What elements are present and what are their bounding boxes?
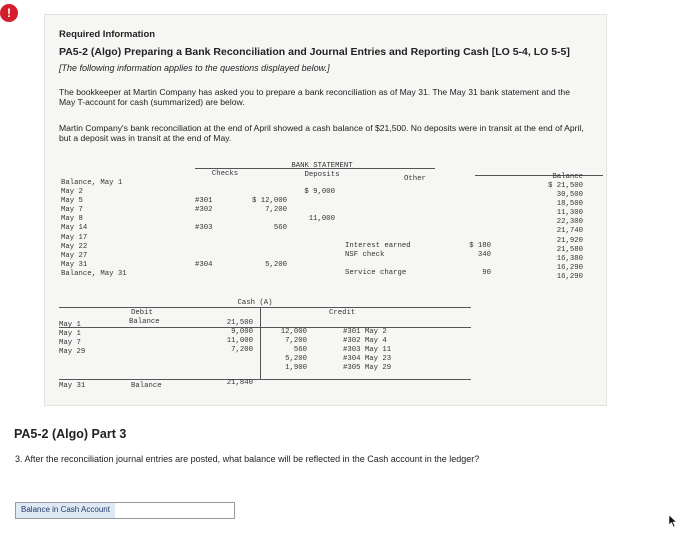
intro-paragraph: The bookkeeper at Martin Company has asked you to prepare a bank reconciliation as of May 31. The May 31 bank statement and the May T-account for cash (summarized) are below. xyxy=(59,87,570,107)
answer-row xyxy=(15,502,235,519)
problem-title: PA5-2 (Algo) Preparing a Bank Reconciliation and Journal Entries and Reporting Cash [LO 5-4, LO 5-5] xyxy=(59,46,570,58)
answer-label: Balance in Cash Account xyxy=(16,503,115,518)
other-descriptions: Interest earned NSF check Service charge xyxy=(345,242,411,278)
debit-header: Debit xyxy=(131,309,153,317)
question-text: 3. After the reconciliation journal entries are posted, what balance will be reflected in the Cash account in the ledger? xyxy=(15,454,480,464)
part-title: PA5-2 (Algo) Part 3 xyxy=(14,427,127,441)
credit-amounts: 12,000 7,200 560 5,200 1,900 xyxy=(280,328,307,373)
deposits-header: Deposits xyxy=(304,171,340,179)
balance-header: Balance xyxy=(552,173,583,181)
credit-references: #301 May 2 #302 May 4 #303 May 11 #304 May 23 #305 May 29 xyxy=(343,328,392,373)
required-information-panel xyxy=(44,14,607,406)
cash-balance-input[interactable] xyxy=(136,503,234,518)
debit-dates: May 1 May 1 May 7 May 29 xyxy=(59,321,86,357)
debit-balance-header: Balance xyxy=(129,318,160,326)
checks-header: Checks xyxy=(211,170,239,178)
mouse-cursor-icon xyxy=(668,514,678,528)
ending-date: May 31 xyxy=(59,382,86,390)
debit-amounts: 21,500 9,000 11,000 7,200 xyxy=(226,319,253,355)
other-amounts: $ 180 340 90 xyxy=(469,242,491,278)
cash-account-title: Cash (A) xyxy=(237,299,273,307)
problem-subtitle: [The following information applies to the questions displayed below.] xyxy=(59,63,330,73)
ending-balance: 21,840 xyxy=(226,379,253,387)
balance-amounts: $ 21,500 30,500 18,500 11,300 22,300 21,740 21,920 21,580 16,380 16,290 16,290 xyxy=(547,182,583,281)
deposit-amounts: $ 9,000 11,000 xyxy=(304,188,335,224)
required-info-heading: Required Information xyxy=(59,29,156,40)
bank-statement-title: BANK STATEMENT xyxy=(291,162,353,170)
check-amounts: $ 12,000 7,200 560 5,200 xyxy=(251,197,287,269)
credit-header: Credit xyxy=(329,309,356,317)
alert-icon: ! xyxy=(0,4,18,22)
april-paragraph: Martin Company's bank reconciliation at the end of April showed a cash balance of $21,500. No deposits were in transit at the end of April, but a deposit was in transit at the end of May. xyxy=(59,123,584,143)
ending-label: Balance xyxy=(131,382,162,390)
other-header: Other xyxy=(404,175,426,183)
check-numbers: #301 #302 #303 #304 xyxy=(195,197,213,269)
statement-dates: Balance, May 1 May 2 May 5 May 7 May 8 May 14 May 17 May 22 May 27 May 31 Balance, May 31 xyxy=(61,179,127,278)
